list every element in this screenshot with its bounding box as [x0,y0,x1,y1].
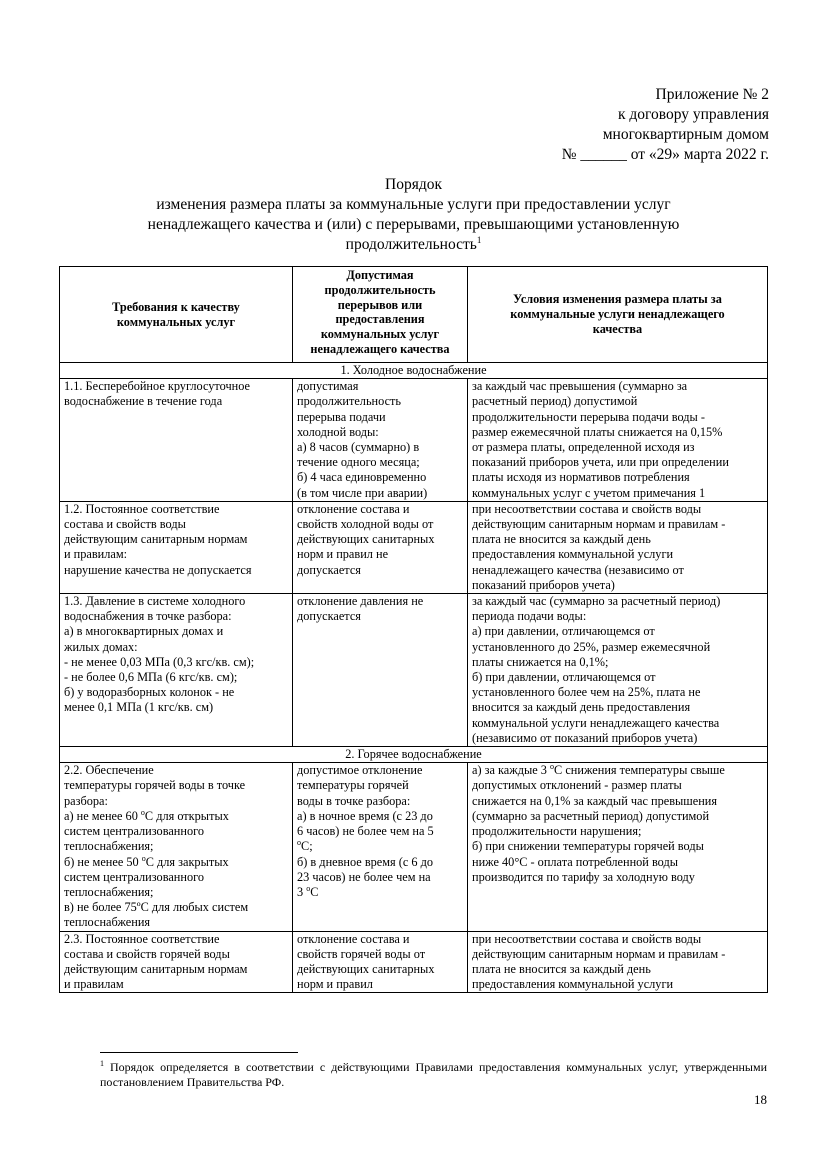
text-line: плата не вносится за каждый день [472,532,651,547]
text-line: действующим санитарным нормам [64,961,248,976]
footnote-ref: 1 [476,234,482,245]
title-line [60,235,767,255]
appendix-line: к договору управления [617,106,769,123]
text-line: течение одного месяца; [297,455,420,470]
text-line: ненадлежащего качества (независимо от [472,562,684,577]
text-part: С; [301,839,313,854]
requirement-cell [60,594,293,747]
text-line: плата не вносится за каждый день [472,961,651,976]
title-line: ненадлежащего качества и (или) с перерывами, превышающими установленную [147,216,680,233]
text-line: допускается [297,609,361,624]
table-row [60,379,768,502]
text-line: а) в многоквартирных домах и [64,624,224,639]
text-line: разбора: [64,793,108,808]
text-line: показаний приборов учета, или при определении [472,455,729,470]
header-conditions: Условия изменения размера платы за коммунальные услуги ненадлежащего качества [468,267,768,363]
duration-cell [293,594,468,747]
text-line: действующим санитарным нормам [64,532,248,547]
text-line: б) при снижении температуры горячей воды [472,839,704,854]
text-line: продолжительности нарушения; [472,824,642,839]
text-line: воды в точке разбора: [297,793,411,808]
text-line: (в том числе при аварии) [297,485,428,500]
text-line: платы снижается на 0,1%; [472,654,609,669]
title-line-text: продолжительность [345,236,477,253]
text-line: отклонение состава и [297,501,410,516]
appendix-header [469,85,769,165]
text-part: С [310,884,319,899]
quality-requirements-table [59,266,768,993]
section-row [60,747,768,763]
text-line: (независимо от показаний приборов учета) [472,730,698,745]
text-line: состава и свойств горячей воды [64,946,230,961]
table-row [60,501,768,593]
text-line [472,763,763,778]
requirement-cell [60,931,293,993]
text-line: предоставления коммунальной услуги [472,547,674,562]
text-part: С снижения температуры свыше [554,763,725,778]
text-line: 1.1. Бесперебойное круглосуточное [64,379,250,394]
text-line: - не менее 0,03 МПа (0,3 кгс/кв. см); [64,654,255,669]
text-line: б) в дневное время (с 6 до [297,854,433,869]
text-line: температуры горячей [297,778,409,793]
text-line: производится по тарифу за холодную воду [472,869,695,884]
degree-mark: о [306,883,311,893]
text-line: а) в ночное время (с 23 до [297,808,433,823]
text-line: систем централизованного [64,824,204,839]
appendix-line: Приложение № 2 [655,86,769,103]
requirement-cell [60,379,293,502]
requirement-cell [60,763,293,931]
text-line: теплоснабжения; [64,839,154,854]
text-line: перерыва подачи [297,409,386,424]
text-line: расчетный период) допустимой [472,394,638,409]
text-line: и правилам: [64,547,128,562]
text-line: действующих санитарных [297,532,435,547]
text-line: норм и правил [297,977,373,992]
text-line: от размера платы, определенной исходя из [472,440,695,455]
degree-mark: о [550,762,555,772]
header-duration: Допустимая продолжительность перерывов или предоставления коммунальных услуг ненадлежащего качества [293,267,468,363]
degree-mark: о [141,853,146,863]
text-line: показаний приборов учета) [472,577,615,592]
text-part: а) за каждые 3 [472,763,551,778]
text-line: б) при давлении, отличающемся от [472,670,656,685]
text-line: отклонение состава и [297,931,410,946]
text-line: действующим санитарным нормам и правилам - [472,517,726,532]
duration-cell [293,931,468,993]
text-line: температуры горячей воды в точке [64,778,246,793]
appendix-line: многоквартирным домом [602,126,769,143]
text-line: допустимое отклонение [297,763,423,778]
text-part: С для закрытых [145,854,229,869]
text-line: б) у водоразборных колонок - не [64,685,235,700]
text-line: за каждый час (суммарно за расчетный период) [472,594,721,609]
text-line: платы исходя из нормативов потребления [472,470,690,485]
text-line: 6 часов) не более чем на 5 [297,824,434,839]
text-line: вносится за каждый день предоставления [472,700,691,715]
requirement-cell [60,501,293,593]
degree-mark: о [140,807,145,817]
text-part: б) не менее 50 [64,854,142,869]
text-line: 2.2. Обеспечение [64,763,154,778]
text-line: 1.2. Постоянное соответствие [64,501,220,516]
text-line: и правилам [64,977,124,992]
text-line: б) 4 часа единовременно [297,470,427,485]
text-line: жилых домах: [64,639,138,654]
text-line: установленного до 25%, размер ежемесячной [472,639,711,654]
text-line: при несоответствии состава и свойств воды [472,501,702,516]
text-line: свойств холодной воды от [297,517,434,532]
section-row [60,363,768,379]
condition-cell [468,501,768,593]
footnote-number: 1 [100,1059,104,1068]
text-line [64,809,288,824]
duration-cell [293,501,468,593]
title-line: изменения размера платы за коммунальные услуги при предоставлении услуг [156,196,671,213]
text-line: ниже 40°С - оплата потребленной воды [472,854,678,869]
text-line: действующих санитарных [297,961,435,976]
text-line: отклонение давления не [297,594,424,609]
text-line: свойств горячей воды от [297,946,426,961]
text-line: менее 0,1 МПа (1 кгс/кв. см) [64,700,214,715]
text-part: 3 [297,884,307,899]
text-line: теплоснабжения; [64,884,154,899]
text-line: а) при давлении, отличающемся от [472,624,655,639]
document-title [60,175,767,255]
text-line: продолжительности перерыва подачи воды - [472,409,705,424]
condition-cell [468,379,768,502]
text-line: допустимых отклонений - размер платы [472,778,682,793]
condition-cell [468,763,768,931]
condition-cell [468,594,768,747]
appendix-line: № ______ от «29» марта 2022 г. [561,146,769,163]
text-line: коммунальной услуги ненадлежащего качества [472,715,720,730]
text-line: допустимая [297,379,359,394]
table-header-row [60,267,768,363]
text-line [64,855,288,870]
text-line: 2.3. Постоянное соответствие [64,931,220,946]
page-number: 18 [754,1092,767,1107]
text-line: - не более 0,6 МПа (6 кгс/кв. см); [64,670,238,685]
footnote-text: Порядок определяется в соответствии с действующими Правилами предоставления коммунальных услуг, утвержденными постановлением Правительства РФ. [100,1060,767,1089]
text-part: С для открытых [144,808,229,823]
text-line: предоставления коммунальной услуги [472,977,674,992]
title-line: Порядок [385,176,442,193]
header-requirements: Требования к качеству коммунальных услуг [60,267,293,363]
text-line: водоснабжение в течение года [64,394,223,409]
degree-mark: о [297,838,301,848]
table-row [60,594,768,747]
text-line: продолжительность [297,394,402,409]
text-line: допускается [297,562,361,577]
footnote [100,1060,767,1090]
table-row [60,931,768,993]
text-line: действующим санитарным нормам и правилам - [472,946,726,961]
text-line: в) не более 75ºС для любых систем [64,900,249,915]
section-title: 2. Горячее водоснабжение [60,747,768,763]
text-line [297,885,463,900]
text-line: периода подачи воды: [472,609,587,624]
text-line: водоснабжения в точке разбора: [64,609,232,624]
text-line: а) 8 часов (суммарно) в [297,440,420,455]
text-line: теплоснабжения [64,915,151,930]
text-line: состава и свойств воды [64,517,186,532]
duration-cell [293,379,468,502]
text-line: холодной воды: [297,424,379,439]
text-line: норм и правил не [297,547,389,562]
footnote-divider [100,1052,298,1053]
text-line: коммунальных услуг с учетом примечания 1 [472,485,706,500]
text-part: а) не менее 60 [64,808,141,823]
table-row [60,763,768,931]
text-line: снижается на 0,1% за каждый час превышения [472,793,718,808]
text-line: при несоответствии состава и свойств воды [472,931,702,946]
condition-cell [468,931,768,993]
text-line: систем централизованного [64,869,204,884]
text-line: размер ежемесячной платы снижается на 0,15% [472,424,723,439]
duration-cell [293,763,468,931]
section-title: 1. Холодное водоснабжение [60,363,768,379]
text-line: нарушение качества не допускается [64,562,252,577]
text-line: (суммарно за расчетный период) допустимой [472,808,710,823]
text-line: установленного более чем на 25%, плата не [472,685,701,700]
text-line: 23 часов) не более чем на [297,869,431,884]
text-line: 1.3. Давление в системе холодного [64,594,246,609]
text-line [297,839,463,854]
text-line: за каждый час превышения (суммарно за [472,379,688,394]
